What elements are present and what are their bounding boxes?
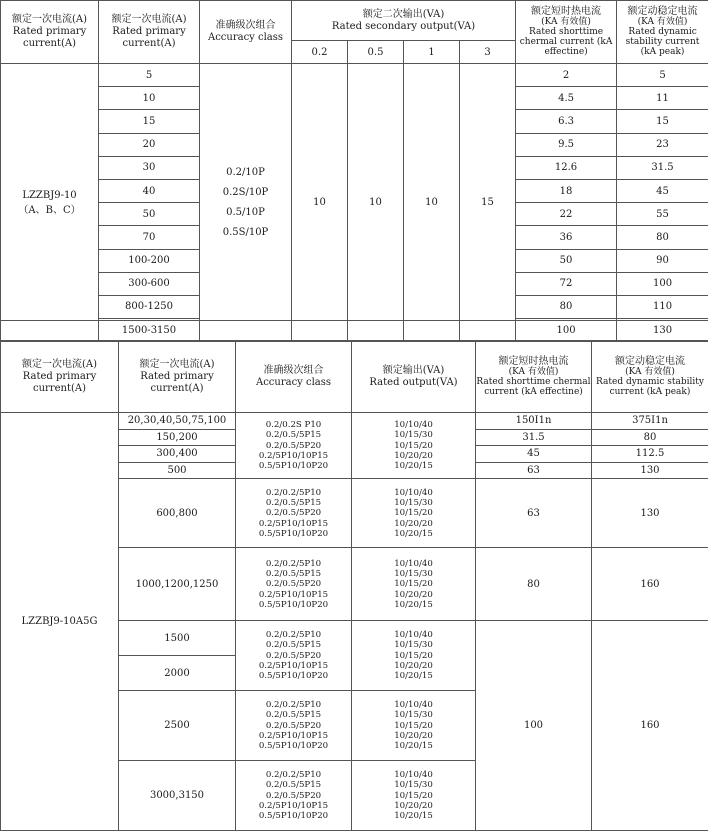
table-cell-dynamic: 55 bbox=[617, 203, 708, 226]
table-cell-thermal: 12.6 bbox=[516, 156, 617, 179]
table-cell-current: 2500 bbox=[119, 691, 236, 761]
t2-output-block: 10/10/40 10/15/30 10/15/20 10/20/20 10/20/15 bbox=[352, 413, 476, 479]
table-cell-current: 500 bbox=[119, 462, 236, 479]
rated-current-table-2 bbox=[0, 340, 708, 831]
table-cell-dynamic: 130 bbox=[592, 462, 708, 479]
table-cell-current: 300-600 bbox=[99, 272, 200, 295]
t1-subheader-class: 0.5 bbox=[348, 41, 404, 64]
table-cell-dynamic: 130 bbox=[592, 479, 708, 548]
t2-accuracy-block: 0.2/0.2/5P10 0.2/0.5/5P15 0.2/0.5/5P20 0.2/5P10/10P15 0.5/5P10/10P20 bbox=[236, 761, 352, 831]
t1-output-1: 10 bbox=[404, 64, 460, 342]
table-cell-current: 10 bbox=[99, 87, 200, 110]
t2-accuracy-block: 0.2/0.2/5P10 0.2/0.5/5P15 0.2/0.5/5P20 0.2/5P10/10P15 0.5/5P10/10P20 bbox=[236, 621, 352, 691]
t2-output-block: 10/10/40 10/15/30 10/15/20 10/20/20 10/20/15 bbox=[352, 621, 476, 691]
table-cell-dynamic: 130 bbox=[617, 319, 708, 342]
t2-header-accuracy-class: 准确级次组合 Accuracy class bbox=[236, 341, 352, 413]
table-cell-thermal: 18 bbox=[516, 179, 617, 202]
t1-accuracy-cell: 0.2/10P 0.2S/10P 0.5/10P 0.5S/10P bbox=[200, 64, 292, 342]
t1-subheader-class: 0.2 bbox=[292, 41, 348, 64]
t2-accuracy-block: 0.2/0.2S P10 0.2/0.5/5P15 0.2/0.5/5P20 0.2/5P10/10P15 0.5/5P10/10P20 bbox=[236, 413, 352, 479]
table-cell-current: 15 bbox=[99, 110, 200, 133]
table-cell-thermal: 63 bbox=[476, 462, 592, 479]
table-cell-thermal: 6.3 bbox=[516, 110, 617, 133]
table-cell-thermal: 31.5 bbox=[476, 429, 592, 446]
t2-header-primary-current: 额定一次电流(A) Rated primary current(A) bbox=[1, 341, 119, 413]
table-cell-dynamic: 80 bbox=[592, 429, 708, 446]
rated-current-table-1 bbox=[0, 0, 708, 342]
table-cell-thermal: 72 bbox=[516, 272, 617, 295]
table-cell-dynamic: 375I1n bbox=[592, 413, 708, 430]
t1-output-0-5: 10 bbox=[348, 64, 404, 342]
table-cell-thermal: 150I1n bbox=[476, 413, 592, 430]
t2-output-block: 10/10/40 10/15/30 10/15/20 10/20/20 10/20/15 bbox=[352, 548, 476, 621]
table-cell-thermal: 50 bbox=[516, 249, 617, 272]
table-cell-current: 1000,1200,1250 bbox=[119, 548, 236, 621]
table-cell-current: 50 bbox=[99, 203, 200, 226]
t2-accuracy-block: 0.2/0.2/5P10 0.2/0.5/5P15 0.2/0.5/5P20 0.2/5P10/10P15 0.5/5P10/10P20 bbox=[236, 479, 352, 548]
t2-output-block: 10/10/40 10/15/30 10/15/20 10/20/20 10/20/15 bbox=[352, 479, 476, 548]
table-cell-dynamic: 23 bbox=[617, 133, 708, 156]
table-cell-current: 70 bbox=[99, 226, 200, 249]
t1-header-secondary-output: 额定二次输出(VA) Rated secondary output(VA) bbox=[292, 1, 516, 41]
table-cell-current: 1500 bbox=[119, 621, 236, 656]
table-cell-thermal: 9.5 bbox=[516, 133, 617, 156]
t1-header-primary-current-2: 额定一次电流(A) Rated primary current(A) bbox=[99, 1, 200, 64]
table-cell-dynamic: 11 bbox=[617, 87, 708, 110]
t2-header-thermal-current: 额定短时热电流 (KA 有效值) Rated shorttime chermal current (kA effectine) bbox=[476, 341, 592, 413]
table-cell-thermal: 80 bbox=[516, 295, 617, 318]
table-cell-dynamic: 80 bbox=[617, 226, 708, 249]
table-cell-current: 300,400 bbox=[119, 446, 236, 463]
table-cell-current: 1500-3150 bbox=[99, 319, 200, 342]
table-cell-dynamic: 160 bbox=[592, 621, 708, 831]
t2-model-cell: LZZBJ9-10A5G bbox=[1, 413, 119, 831]
table-cell-current: 800-1250 bbox=[99, 295, 200, 318]
t2-output-block: 10/10/40 10/15/30 10/15/20 10/20/20 10/20/15 bbox=[352, 691, 476, 761]
t2-header-dynamic-current: 额定动稳定电流 (KA 有效值) Rated dynamic stability current (kA peak) bbox=[592, 341, 708, 413]
table-cell-thermal: 100 bbox=[516, 319, 617, 342]
table-cell-dynamic: 100 bbox=[617, 272, 708, 295]
table-cell-thermal: 22 bbox=[516, 203, 617, 226]
table-cell-current: 600,800 bbox=[119, 479, 236, 548]
t1-header-dynamic-current: 额定动稳定电流 (KA 有效值) Rated dynamic stability current (kA peak) bbox=[617, 1, 708, 64]
t1-model-cell: LZZBJ9-10 （A、B、C） bbox=[1, 64, 99, 342]
table-cell-current: 40 bbox=[99, 179, 200, 202]
table-cell-current: 3000,3150 bbox=[119, 761, 236, 831]
table-cell-thermal: 45 bbox=[476, 446, 592, 463]
t1-subheader-class: 3 bbox=[460, 41, 516, 64]
table-cell-dynamic: 15 bbox=[617, 110, 708, 133]
table-cell-thermal: 4.5 bbox=[516, 87, 617, 110]
t2-header-rated-output: 额定输出(VA) Rated output(VA) bbox=[352, 341, 476, 413]
t2-header-primary-current-2: 额定一次电流(A) Rated primary current(A) bbox=[119, 341, 236, 413]
table-cell-dynamic: 45 bbox=[617, 179, 708, 202]
t2-accuracy-block: 0.2/0.2/5P10 0.2/0.5/5P15 0.2/0.5/5P20 0.2/5P10/10P15 0.5/5P10/10P20 bbox=[236, 548, 352, 621]
t1-header-primary-current: 额定一次电流(A) Rated primary current(A) bbox=[1, 1, 99, 64]
table-cell-current: 5 bbox=[99, 64, 200, 87]
table-cell-current: 20 bbox=[99, 133, 200, 156]
table-cell-thermal: 80 bbox=[476, 548, 592, 621]
table-cell-current: 2000 bbox=[119, 656, 236, 691]
table-cell-thermal: 100 bbox=[476, 621, 592, 831]
t1-header-thermal-current: 额定短时热电流 (KA 有效值) Rated shorttime chermal current (kA effectine) bbox=[516, 1, 617, 64]
table-divider bbox=[0, 320, 708, 321]
t1-header-accuracy-class: 准确级次组合 Accuracy class bbox=[200, 1, 292, 64]
table-cell-thermal: 63 bbox=[476, 479, 592, 548]
table-cell-current: 30 bbox=[99, 156, 200, 179]
table-cell-dynamic: 5 bbox=[617, 64, 708, 87]
t1-output-0-2: 10 bbox=[292, 64, 348, 342]
t2-accuracy-block: 0.2/0.2/5P10 0.2/0.5/5P15 0.2/0.5/5P20 0.2/5P10/10P15 0.5/5P10/10P20 bbox=[236, 691, 352, 761]
table-cell-dynamic: 110 bbox=[617, 295, 708, 318]
table-cell-current: 150,200 bbox=[119, 429, 236, 446]
table-cell-dynamic: 31.5 bbox=[617, 156, 708, 179]
table-cell-thermal: 36 bbox=[516, 226, 617, 249]
t1-subheader-class: 1 bbox=[404, 41, 460, 64]
table-cell-thermal: 2 bbox=[516, 64, 617, 87]
table-cell-dynamic: 160 bbox=[592, 548, 708, 621]
table-cell-dynamic: 90 bbox=[617, 249, 708, 272]
table-cell-current: 20,30,40,50,75,100 bbox=[119, 413, 236, 430]
t2-output-block: 10/10/40 10/15/30 10/15/20 10/20/20 10/20/15 bbox=[352, 761, 476, 831]
table-cell-current: 100-200 bbox=[99, 249, 200, 272]
t1-output-3: 15 bbox=[460, 64, 516, 342]
table-cell-dynamic: 112.5 bbox=[592, 446, 708, 463]
